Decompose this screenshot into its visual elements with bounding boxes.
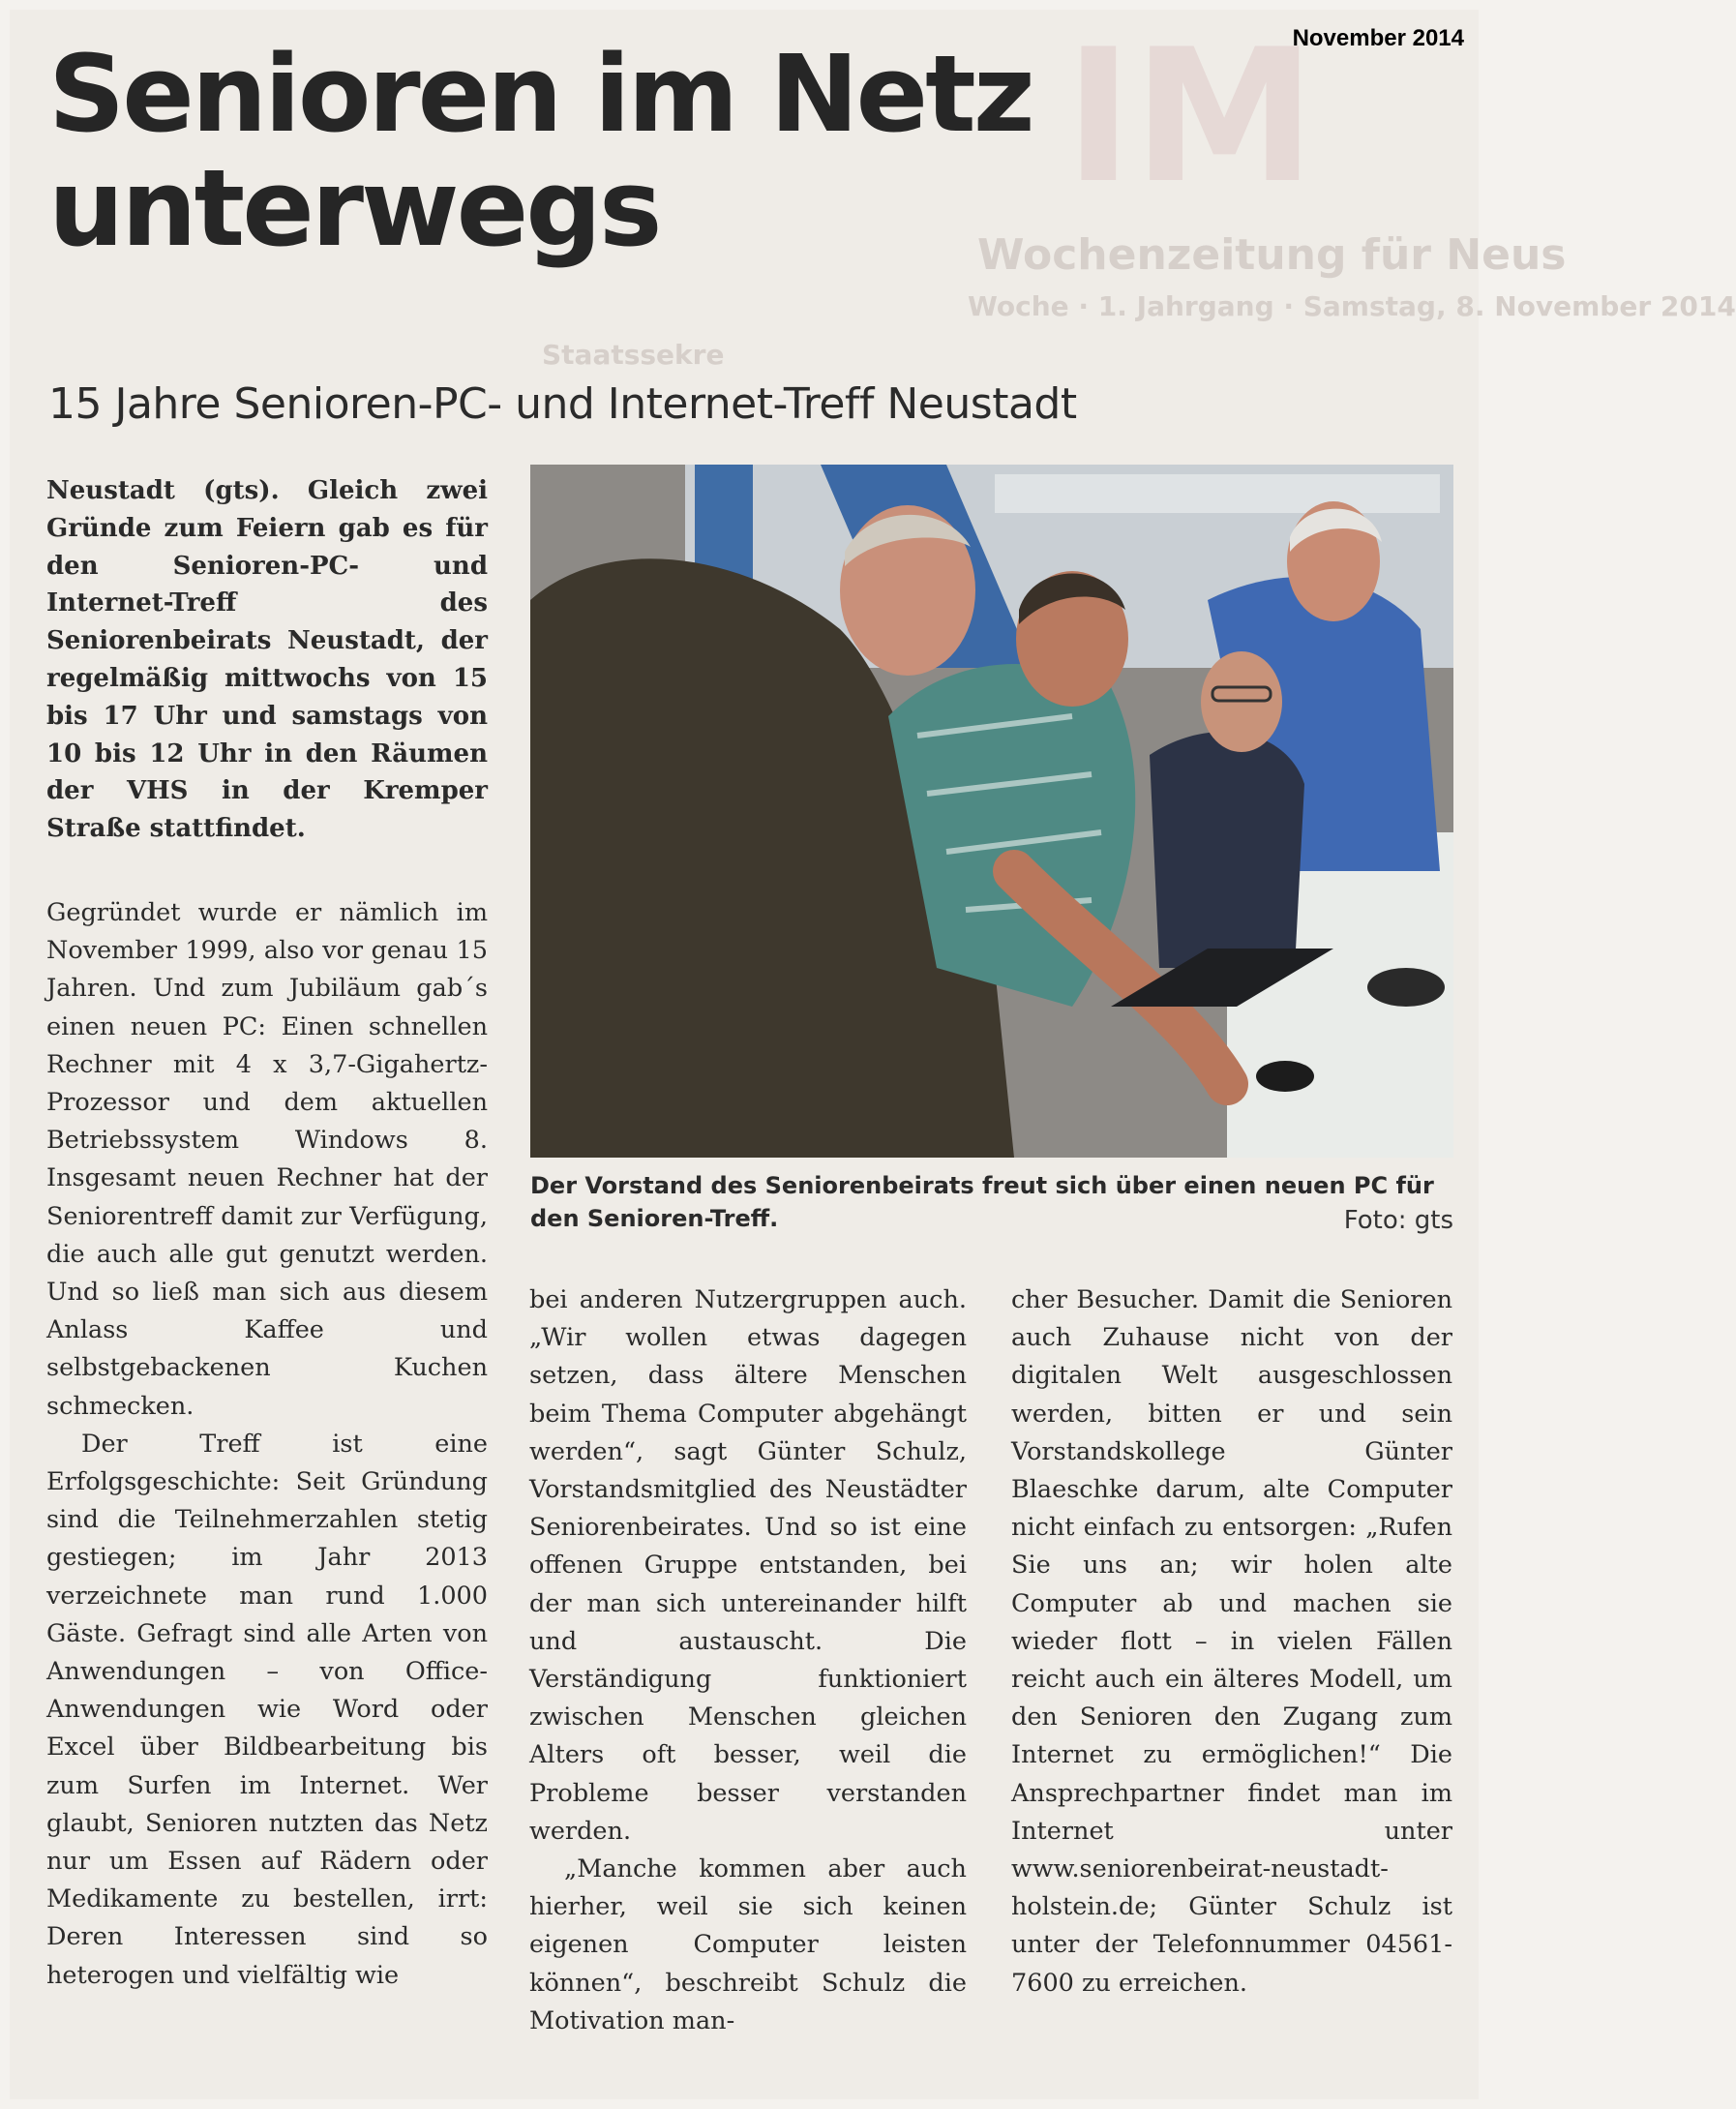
bleed-through-masthead: Wochenzeitung für Neus [977,230,1567,280]
headline-line-1: Senioren im Netz [48,32,1033,156]
headline [48,32,1033,270]
bleed-through-text: Staatssekre [542,339,725,371]
body-paragraph: cher Besucher. Damit die Senioren auch Zuhause nicht von der digitalen Welt ausgeschlossen werden, bitten er und sein Vorstandskollege Günter Blaeschke darum, alte Computer nicht einfach zu entsorgen: „Rufen Sie uns an; wir holen alte Computer ab und machen sie wieder flott – in vielen Fällen reicht auch ein älteres Modell, um den Senioren den Zugang zum Internet zu ermöglichen!“ Die Ansprechpartner findet man im Internet unter www.seniorenbeirat-neustadt-holstein.de; Günter Schulz ist unter der Telefonnummer 04561-7600 zu erreichen. [1011,1285,1452,1998]
body-paragraph: „Manche kommen aber auch hierher, weil sie sich keinen eigenen Computer leisten können“, beschreibt Schulz die Motivation man- [529,1854,967,2035]
body-paragraph: bei anderen Nutzergruppen auch. „Wir wollen etwas dagegen setzen, dass ältere Menschen beim Thema Computer abgehängt werden“, sagt Günter Schulz, Vorstandsmitglied des Neustädter Seniorenbeirates. Und so ist eine offenen Gruppe entstanden, bei der man sich untereinander hilft und austauscht. Die Verständigung funktioniert zwischen Menschen gleichen Alters oft besser, weil die Probleme besser verstanden werden. [529,1285,967,1846]
bleed-through-letters: IM [1064,10,1316,224]
photo-caption: Der Vorstand des Seniorenbeirats freut sich über einen neuen PC für den Senioren-Treff. [530,1172,1434,1232]
lead-paragraph: Neustadt (gts). Gleich zwei Gründe zum Feiern gab es für den Senioren-PC- und Internet-Treff des Seniorenbeirats Neustadt, der regelmäßig mittwochs von 15 bis 17 Uhr und samstags von 10 bis 12 Uhr in den Räumen der VHS in der Kremper Straße stattfindet. [46,476,488,844]
article-photo [530,465,1453,1158]
article-column-3 [1011,1281,1452,2003]
photo-credit: Foto: gts [1343,1206,1453,1235]
headline-line-2: unterwegs [48,146,660,270]
date-stamp: November 2014 [1292,25,1464,51]
body-paragraph: Gegründet wurde er nämlich im November 1999, also vor genau 15 Jahren. Und zum Jubiläum gab´s einen neuen PC: Einen schnellen Rechner mit 4 x 3,7-Gigahertz-Prozessor und dem aktuellen Betriebssystem Windows 8. Insgesamt neuen Rechner hat der Seniorentreff damit zur Verfügung, die auch alle gut genutzt werden. Und so ließ man sich aus diesem Anlass Kaffee und selbstgebackenen Kuchen schmecken. [46,898,488,1421]
subheadline: 15 Jahre Senioren-PC- und Internet-Treff Neustadt [48,379,1077,429]
body-paragraph: Der Treff ist eine Erfolgsgeschichte: Seit Gründung sind die Teilnehmerzahlen stetig gestiegen; im Jahr 2013 verzeichnete man rund 1.000 Gäste. Gefragt sind alle Arten von Anwendungen – von Office-Anwendungen wie Word oder Excel über Bildbearbeitung bis zum Surfen im Internet. Wer glaubt, Senioren nutzten das Netz nur um Essen auf Rädern oder Medikamente zu bestellen, irrt: Deren Interessen sind so heterogen und vielfältig wie [46,1429,488,1990]
bleed-through-dateline: Woche · 1. Jahrgang · Samstag, 8. November 2014 [968,290,1736,322]
photo-illustration [530,465,1453,1158]
article-column-1 [46,894,488,1995]
article-column-2 [529,1281,967,2040]
